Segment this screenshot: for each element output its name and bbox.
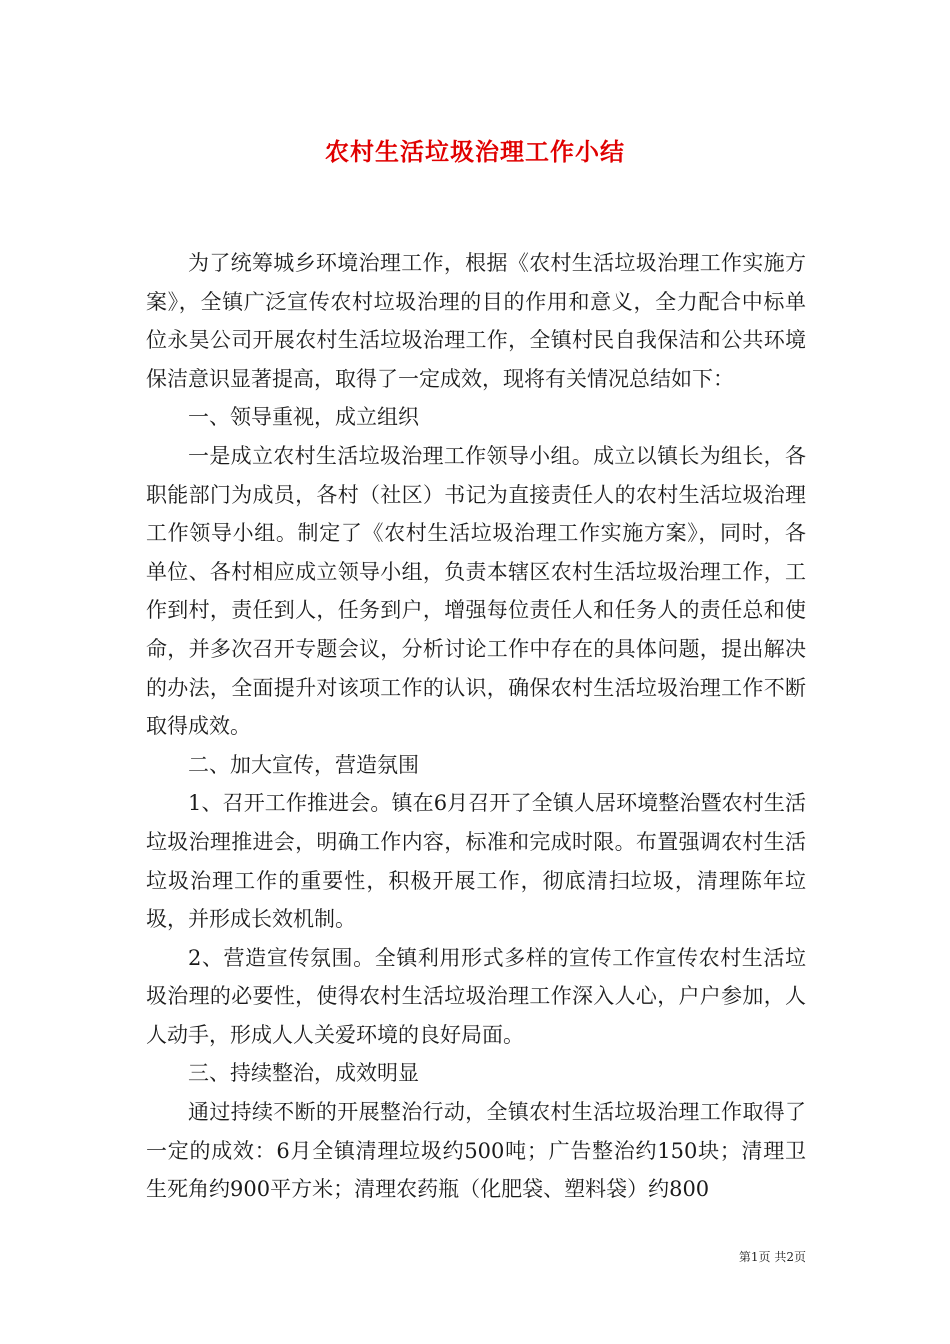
section-heading-1: 一、领导重视，成立组织 — [188, 405, 419, 430]
paragraph-intro: 为了统筹城乡环境治理工作，根据《农村生活垃圾治理工作实施方案》，全镇广泛宣传农村垃圾治理的目的作用和意义，全力配合中标单位永昊公司开展农村生活垃圾治理工作，全镇村民自我保洁和公共环境保洁意识显著提高，取得了一定成效，现将有关情况总结如下： — [146, 251, 806, 391]
paragraph-section-2-item-2: 2、营造宣传氛围。全镇利用形式多样的宣传工作宣传农村生活垃圾治理的必要性，使得农村生活垃圾治理工作深入人心，户户参加，人人动手，形成人人关爱环境的良好局面。 — [146, 945, 806, 1047]
paragraph-section-2-item-1: 1、召开工作推进会。镇在6月召开了全镇人居环境整治暨农村生活垃圾治理推进会，明确工作内容，标准和完成时限。布置强调农村生活垃圾治理工作的重要性，积极开展工作，彻底清扫垃圾，清理陈年垃圾，并形成长效机制。 — [146, 791, 806, 932]
section-heading-2: 二、加大宣传，营造氛围 — [188, 752, 419, 777]
document-body — [146, 244, 806, 1209]
section-heading-3: 三、持续整治，成效明显 — [188, 1061, 419, 1086]
paragraph-section-1: 一是成立农村生活垃圾治理工作领导小组。成立以镇长为组长，各职能部门为成员，各村（社区）书记为直接责任人的农村生活垃圾治理工作领导小组。制定了《农村生活垃圾治理工作实施方案》，同时，各单位、各村相应成立领导小组，负责本辖区农村生活垃圾治理工作，工作到村，责任到人，任务到户，增强每位责任人和任务人的责任总和使命，并多次召开专题会议，分析讨论工作中存在的具体问题，提出解决的办法，全面提升对该项工作的认识，确保农村生活垃圾治理工作不断取得成效。 — [146, 443, 806, 739]
document-title: 农村生活垃圾治理工作小结 — [325, 137, 625, 166]
page-number-footer: 第1页 共2页 — [738, 1250, 806, 1264]
paragraph-section-3: 通过持续不断的开展整治行动，全镇农村生活垃圾治理工作取得了一定的成效：6月全镇清理垃圾约500吨；广告整治约150块；清理卫生死角约900平方米；清理农药瓶（化肥袋、塑料袋）约800 — [146, 1100, 806, 1202]
